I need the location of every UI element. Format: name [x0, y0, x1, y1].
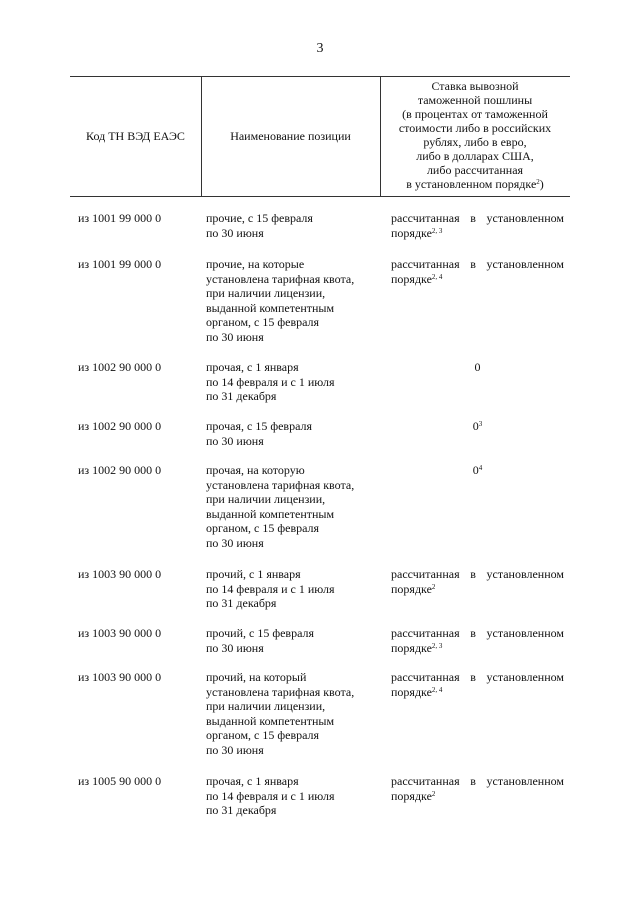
row-name: прочие, на которые установлена тарифная квота, при наличии лицензии, выданной компетентным органом, с 15 февраля по 30 июня	[206, 257, 355, 344]
row-code: из 1003 90 000 0	[78, 626, 162, 640]
header-bottom-rule	[70, 196, 570, 197]
row-code: из 1001 99 000 0	[78, 257, 162, 271]
header-code: Код ТН ВЭД ЕАЭС	[86, 129, 185, 143]
header-name: Наименование позиции	[230, 129, 351, 143]
row-rate: рассчитанная в установленном порядке$^2$	[391, 774, 564, 803]
row-name: прочий, с 15 февраля по 30 июня	[206, 626, 315, 655]
page-number: 3	[316, 41, 324, 56]
row-code: из 1003 90 000 0	[78, 670, 162, 684]
row-rate: 0	[474, 360, 481, 374]
row-rate: рассчитанная в установленном порядке$^{2, 3}$	[391, 211, 564, 240]
row-code: из 1005 90 000 0	[78, 774, 162, 788]
row-name: прочий, с 1 января по 14 февраля и с 1 июля по 31 декабря	[206, 567, 335, 611]
row-name: прочая, с 1 января по 14 февраля и с 1 июля по 31 декабря	[206, 360, 335, 404]
row-name: прочая, с 1 января по 14 февраля и с 1 июля по 31 декабря	[206, 774, 335, 818]
row-code: из 1002 90 000 0	[78, 360, 162, 374]
row-code: из 1002 90 000 0	[78, 463, 162, 477]
row-name: прочие, с 15 февраля по 30 июня	[206, 211, 313, 240]
row-rate: рассчитанная в установленном порядке$^2$	[391, 567, 564, 596]
row-code: из 1003 90 000 0	[78, 567, 162, 581]
row-name: прочий, на который установлена тарифная квота, при наличии лицензии, выданной компетентным органом, с 15 февраля по 30 июня	[206, 670, 355, 757]
row-name: прочая, с 15 февраля по 30 июня	[206, 419, 313, 448]
row-rate: рассчитанная в установленном порядке$^{2, 4}$	[391, 670, 564, 699]
header-rate: Ставка вывозной таможенной пошлины (в процентах от таможенной стоимости либо в российских рублях, либо в евро, либо в долларах США, либо рассчитанная в установленном порядке$^2$)	[398, 79, 552, 191]
row-code: из 1001 99 000 0	[78, 211, 162, 225]
row-rate: $0^4$	[472, 463, 483, 477]
row-code: из 1002 90 000 0	[78, 419, 162, 433]
row-rate: рассчитанная в установленном порядке$^{2, 3}$	[391, 626, 564, 655]
row-rate: рассчитанная в установленном порядке$^{2, 4}$	[391, 257, 564, 286]
header-top-rule	[70, 76, 570, 77]
row-name: прочая, на которую установлена тарифная квота, при наличии лицензии, выданной компетентным органом, с 15 февраля по 30 июня	[206, 463, 355, 550]
row-rate: $0^3$	[472, 419, 483, 433]
